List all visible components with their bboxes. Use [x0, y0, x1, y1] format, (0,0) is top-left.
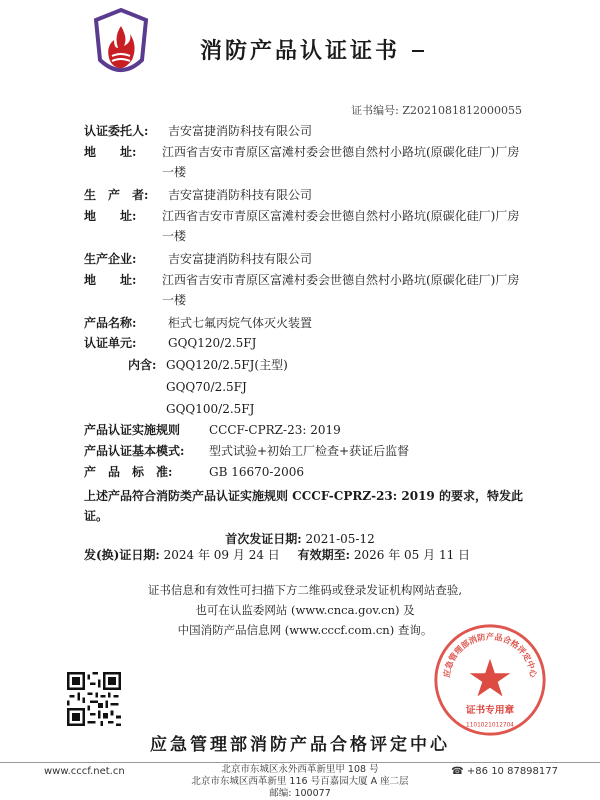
footer-divider	[0, 762, 600, 763]
producer-value: 吉安富捷消防科技有限公司	[168, 188, 313, 202]
first-issue-row	[0, 530, 600, 547]
product-row	[84, 314, 312, 332]
contains-row	[128, 356, 168, 374]
certificate-number	[351, 102, 522, 118]
stamp-text: 应急管理部消防产品合格评定中心	[441, 631, 539, 679]
conformity-statement: 上述产品符合消防类产品认证实施规则 CCCF-CPRZ-23: 2019 的要求，特发此证。	[84, 489, 523, 523]
address-value: 江西省吉安市青原区富滩村委会世德自然村小路坑(原碳化硅厂)厂房一楼	[162, 145, 520, 179]
stamp-star-icon	[470, 659, 511, 697]
address2-label: 地 址:	[84, 209, 137, 223]
contains-item: GQQ70/2.5FJ	[166, 380, 247, 394]
standard-value: GB 16670-2006	[209, 465, 304, 479]
cert-no-label: 证书编号:	[351, 104, 399, 117]
client-address-row	[84, 142, 524, 182]
valid-label: 有效期至:	[297, 548, 351, 562]
phone-icon: ☎	[451, 766, 467, 777]
factory-row	[84, 250, 312, 268]
issue-value: 2024 年 09 月 24 日	[163, 548, 280, 562]
contains-item: GQQ120/2.5FJ(主型)	[166, 358, 288, 372]
title-underscore	[412, 50, 424, 52]
unit-label: 认证单元:	[84, 336, 137, 350]
rule-label: 产品认证实施规则	[84, 423, 181, 437]
first-issue-value: 2021-05-12	[305, 532, 375, 546]
client-row	[84, 122, 312, 140]
producer-label: 生 产 者:	[84, 188, 149, 202]
mode-row	[84, 442, 409, 460]
issue-row	[84, 546, 470, 564]
footer-address-line: 北京市东城区永外西革新里甲 108 号	[221, 764, 379, 775]
qr-code[interactable]	[67, 672, 121, 726]
stamp-number: 1101021012704	[466, 722, 514, 729]
producer-address-row	[84, 206, 524, 246]
factory-value: 吉安富捷消防科技有限公司	[168, 252, 313, 266]
rule-value: CCCF-CPRZ-23: 2019	[209, 423, 341, 437]
rule-row	[84, 421, 341, 439]
note-line: 证书信息和有效性可扫描下方二维码或登录发证机构网站查验,	[147, 583, 463, 597]
address3-label: 地 址:	[84, 273, 137, 287]
issuer-name: 应急管理部消防产品合格评定中心	[150, 735, 450, 755]
address2-value: 江西省吉安市青原区富滩村委会世德自然村小路坑(原碳化硅厂)厂房一楼	[162, 209, 520, 243]
mode-label: 产品认证基本模式:	[84, 444, 185, 458]
contains-label: 内含:	[128, 358, 157, 372]
footer-website[interactable]: www.cccf.net.cn	[44, 766, 125, 777]
client-value: 吉安富捷消防科技有限公司	[168, 124, 313, 138]
valid-value: 2026 年 05 月 11 日	[353, 548, 471, 562]
note-line: 也可在认监委网站 (www.cnca.gov.cn) 及	[195, 603, 415, 617]
page-title: 消防产品认证证书	[199, 38, 400, 64]
factory-label: 生产企业:	[84, 252, 137, 266]
client-label: 认证委托人:	[84, 124, 149, 138]
footer-postcode: 邮编: 100077	[269, 788, 331, 799]
mode-value: 型式试验+初始工厂检查+获证后监督	[209, 444, 410, 458]
standard-row	[84, 463, 304, 481]
stamp-label: 证书专用章	[465, 704, 515, 716]
footer-phone	[451, 766, 558, 777]
official-stamp	[432, 622, 548, 738]
unit-value: GQQ120/2.5FJ	[168, 336, 257, 350]
product-label: 产品名称:	[84, 316, 137, 330]
factory-address-row	[84, 270, 524, 310]
footer-address-line: 北京市东城区西革新里 116 号百嘉园大厦 A 座二层	[191, 776, 409, 787]
contains-item: GQQ100/2.5FJ	[166, 402, 255, 416]
address-label: 地 址:	[84, 145, 137, 159]
producer-row	[84, 186, 312, 204]
standard-label: 产 品 标 准:	[84, 465, 173, 479]
footer-phone-value: +86 10 87898177	[466, 766, 558, 777]
first-issue-label: 首次发证日期:	[225, 532, 302, 546]
cert-no-value: Z2021081812000055	[402, 104, 522, 117]
product-value: 柜式七氟丙烷气体灭火装置	[168, 316, 313, 330]
issue-label: 发(换)证日期:	[84, 548, 160, 562]
note-line: 中国消防产品信息网 (www.cccf.com.cn) 查询。	[177, 623, 433, 637]
address3-value: 江西省吉安市青原区富滩村委会世德自然村小路坑(原碳化硅厂)厂房一楼	[162, 273, 520, 307]
unit-row	[84, 334, 256, 352]
